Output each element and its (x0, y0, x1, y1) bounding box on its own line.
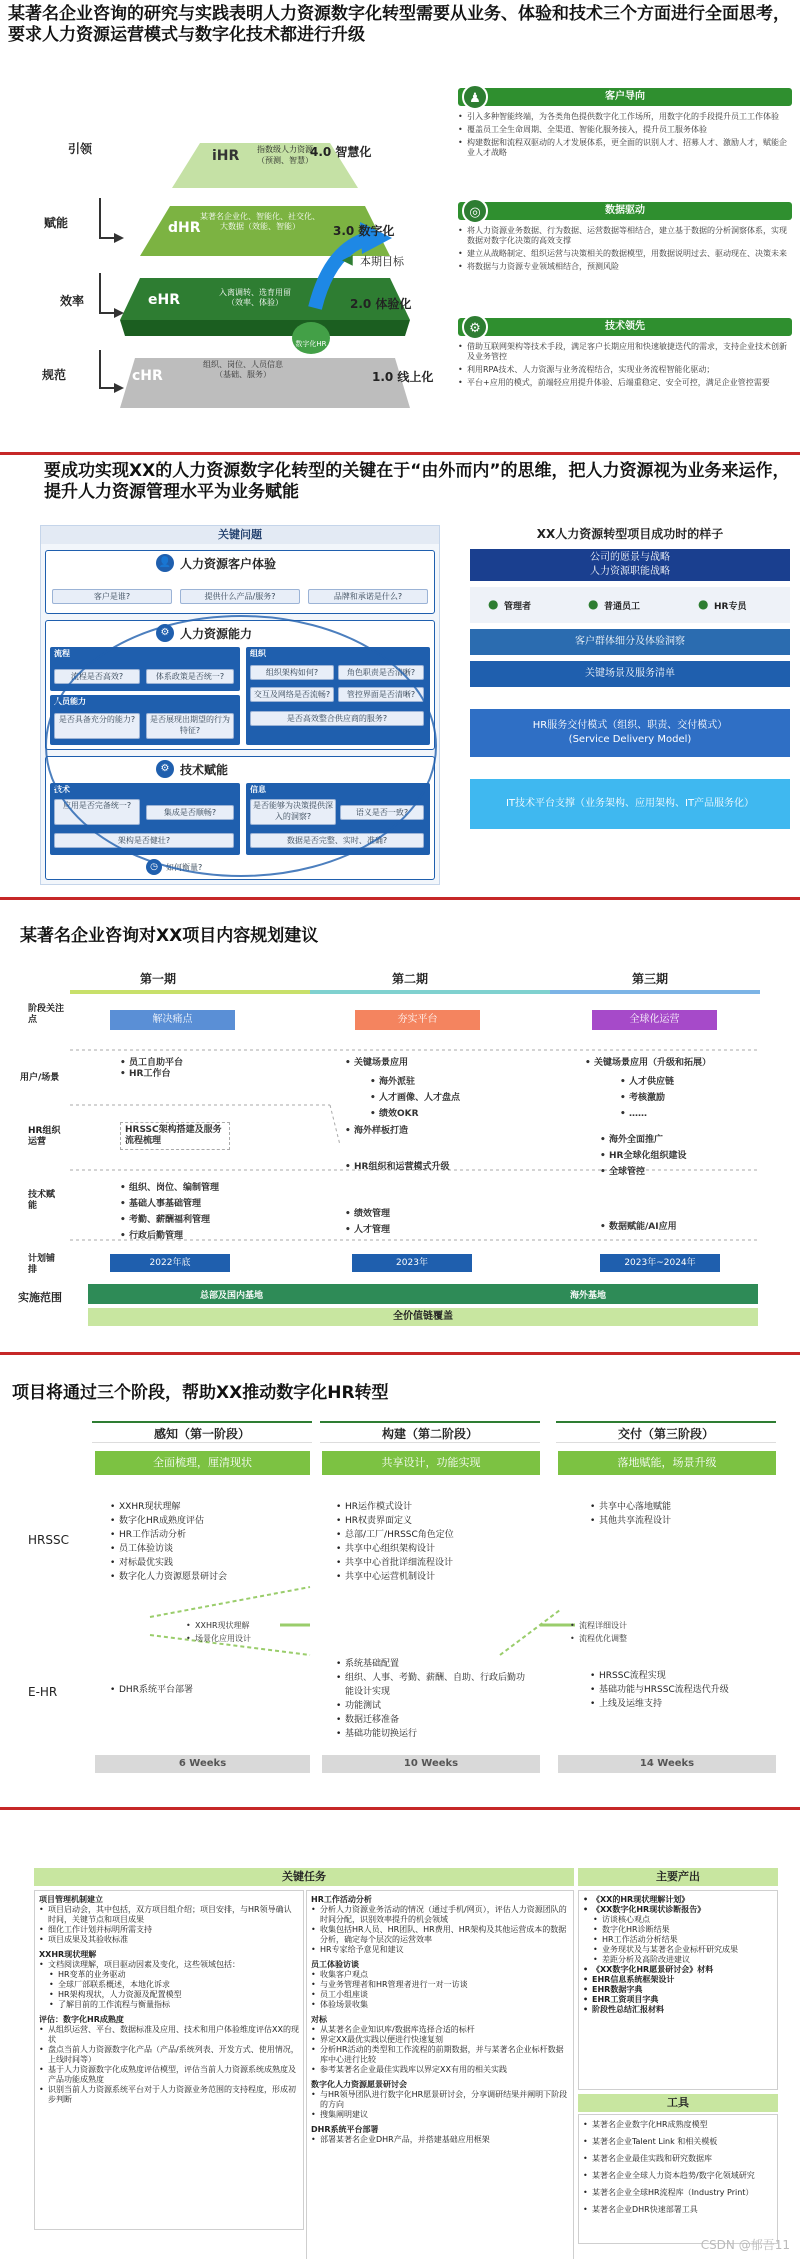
tools-header: 工具 (578, 2094, 778, 2112)
output-item: • 《XX数字化HR愿景研讨会》材料 (583, 1965, 773, 1975)
task-item: • 参考某著名企业最佳实践库以界定XX有用的相关实践 (311, 2065, 569, 2075)
ehr-s1-item: • DHR系统平台部署 (110, 1685, 193, 1696)
slide-2-title: 要成功实现XX的人力资源数字化转型的关键在于“由外而内”的思维，把人力资源视为业务来运作，提升人力资源管理水平为业务赋能 (44, 461, 790, 502)
task-item: • 与业务管理者和HR管理者进行一对一访谈 (311, 1980, 569, 1990)
panel-data-item: • 将数据与力资源专业领域相结合，预测风险 (458, 262, 792, 272)
layer-ehr-code: eHR (148, 292, 180, 308)
roles-row (470, 587, 790, 623)
phase-3-label: 第三期 (632, 972, 669, 986)
slide-digital-hr-dimensions (0, 0, 800, 452)
success-panel (470, 525, 790, 885)
p1-org-text: HRSSC架构搭建及服务流程梳理 (125, 1125, 222, 1146)
task-item: • 收集包括HR人员、HR团队、HR费用、HR架构及其他运营成本的数据分析，确定每个层次的运营效率 (311, 1925, 569, 1945)
q-policy-unified: 体系政策是否统一? (146, 669, 234, 684)
p1-user-item: • HR工作台 (120, 1069, 183, 1080)
hr-specialist-icon: ● (698, 597, 709, 611)
task-item: • 分析人力资源业务活动的情况（通过手机/网页），评估人力资源团队的时间分配，识别效率提升的机会领域 (311, 1905, 569, 1925)
side-label-enable: 赋能 (44, 216, 69, 230)
output-item: • EHR信息系统框架设计 (583, 1975, 773, 1985)
output-item: • 访谈核心观点 (593, 1915, 773, 1925)
p3-org-item: • 海外全面推广 (600, 1132, 686, 1148)
group-2-title: 人力资源能力 (180, 627, 253, 641)
p2-user-item: • 关键场景应用 (345, 1058, 408, 1069)
q-brand: 品牌和承诺是什么? (308, 589, 428, 604)
p2-user2-item: • 海外样板打造 (345, 1126, 408, 1137)
panel-data-item: • 建立从战略制定、组织运营与决策相关的数据模型，用数据说明过去、驱动现在、决策未来 (458, 249, 792, 259)
ehr-s2-item: • 基础功能切换运行 (336, 1727, 526, 1741)
output-item: • EHR数据字典 (583, 1985, 773, 1995)
task-item: • 收集客户观点 (311, 1970, 569, 1980)
success-header: XX人力资源转型项目成功时的样子 (536, 527, 724, 541)
hrssc-s2-item: • 共享中心组织架构设计 (336, 1542, 536, 1556)
task-item: • 识别当前人力资源系统平台对于人力资源业务范围的支持程度，形成初步判断 (39, 2085, 299, 2105)
q-roles: 角色职责是否清晰? (338, 665, 424, 680)
hrssc-s3-item: • 共享中心落地赋能 (590, 1500, 671, 1514)
p3-tech-item: • 数据赋能/AI应用 (600, 1222, 677, 1233)
target-arrow-icon: ◀ (342, 252, 353, 268)
p1-org (120, 1122, 230, 1150)
manager-icon: ● (488, 597, 499, 611)
cycle-arrow-graphic (41, 606, 441, 896)
weeks-3: 14 Weeks (558, 1755, 776, 1773)
slide-outside-in (0, 452, 800, 897)
hrssc-s1-item: • 对标最优实践 (110, 1556, 227, 1570)
hrssc-s1-item: • HR工作活动分析 (110, 1528, 227, 1542)
layer-ihr-code: iHR (212, 148, 240, 164)
hr-capability-icon: ⚙ (156, 624, 174, 642)
target-label: 本期目标 (360, 255, 404, 268)
output-item: • HR工作活动分析结果 (593, 1935, 773, 1945)
scope-value-chain: 全价值链覆盖 (88, 1308, 758, 1326)
task-group-heading: 对标 (311, 2015, 327, 2024)
stage-1-header: 感知（第一阶段） (92, 1421, 312, 1443)
digital-hr-logo (292, 322, 330, 354)
q-org-structure: 组织架构如何? (250, 665, 334, 680)
hrssc-s2-item: • HR运作模式设计 (336, 1500, 536, 1514)
p2-tech-item: • 人才管理 (345, 1222, 390, 1238)
p3-org-item: • 全球管控 (600, 1164, 686, 1180)
plan-2: 2023年 (352, 1254, 472, 1272)
layer-dhr-code: dHR (168, 220, 201, 236)
vision-strategy: 公司的愿景与战略 (590, 552, 670, 563)
focus-3: 全球化运营 (592, 1010, 717, 1030)
task-item: • 搜集阐明建议 (311, 2110, 569, 2120)
measure-icon: ◷ (146, 859, 162, 875)
task-item: • 了解目前的工作流程与衡量指标 (49, 2000, 299, 2010)
hrssc-s2-item: • 共享中心运营机制设计 (336, 1570, 536, 1584)
layer-ehr-version: 2.0 体验化 (350, 297, 412, 311)
q-interaction: 交互及网络是否流畅? (250, 687, 334, 702)
group-customer-experience (45, 550, 435, 614)
stage-3-header: 交付（第三阶段） (556, 1421, 776, 1443)
output-item: • 《XX的HR现状理解计划》 (583, 1895, 773, 1905)
plan-3: 2023年~2024年 (600, 1254, 720, 1272)
layer-ihr-desc: 指数级人力资源 （预测、智慧） (257, 145, 313, 165)
group-1-title: 人力资源客户体验 (180, 557, 277, 571)
mid-right-item: • 流程详细设计 (570, 1619, 627, 1632)
tools-list (578, 2114, 778, 2244)
task-item: • 与HR领导团队进行数字化HR愿景研讨会，分享调研结果并阐明下阶段的方向 (311, 2090, 569, 2110)
task-item: • 从组织运营、平台、数据标准及应用、技术和用户体验维度评估XX的现状 (39, 2025, 299, 2045)
panel-tech-lead (458, 318, 792, 428)
row-org-label: HR组织运营 (28, 1126, 61, 1147)
p1-tech-item: • 行政后勤管理 (120, 1228, 219, 1244)
panel-tech-item: • 平台+应用的模式，前端轻应用提升体验、后端重稳定、安全可控，满足企业管控需要 (458, 378, 792, 388)
task-group-heading: 数字化人力资源愿景研讨会 (311, 2080, 407, 2089)
segment-insight-box: 客户群体细分及体验洞察 (470, 629, 790, 655)
tool-item: • 某著名企业DHR快速部署工具 (583, 2204, 773, 2216)
row-tech-label: 技术赋能 (28, 1190, 56, 1211)
p3-user-sub: • 考核激励 (620, 1090, 674, 1106)
org-label: 组织 (250, 649, 266, 658)
slide-roadmap (0, 897, 800, 1352)
mid-left-item: • 场景化应用设计 (186, 1632, 251, 1645)
p3-org-item: • HR全球化组织建设 (600, 1148, 686, 1164)
scope-domestic: 总部及国内基地 (200, 1291, 264, 1301)
layer-dhr-version: 3.0 数字化 (333, 224, 395, 238)
output-item: • 数字化HR诊断结果 (593, 1925, 773, 1935)
phase-1-label: 第一期 (140, 972, 177, 986)
panel-data-icon: ◎ (462, 198, 488, 224)
q-integration: 集成是否顺畅? (146, 805, 234, 820)
delivery-model-en: (Service Delivery Model) (568, 734, 692, 745)
layer-chr-desc: 组织、岗位、人员信息 （基础、服务） (203, 360, 283, 379)
measure-label: 如何衡量? (166, 863, 203, 872)
stage-2-header: 构建（第二阶段） (320, 1421, 540, 1443)
tech-enable-icon: ⚙ (156, 760, 174, 778)
p1-tech-item: • 组织、岗位、编制管理 (120, 1180, 219, 1196)
hrssc-s1-item: • XXHR现状理解 (110, 1500, 227, 1514)
p2-org-item: • HR组织和运营模式升级 (345, 1162, 449, 1173)
watermark: CSDN @郁吾11 (700, 2238, 790, 2252)
row-hrssc-label: HRSSC (28, 1533, 69, 1547)
hrssc-s2-item: • HR权责界面定义 (336, 1514, 536, 1528)
side-label-lead: 引领 (68, 142, 93, 156)
p2-user-sub: • 海外派驻 (370, 1074, 460, 1090)
delivery-model: HR服务交付模式（组织、职责、交付模式） (532, 720, 728, 731)
layer-ihr-version: 4.0 智慧化 (310, 145, 372, 159)
task-item: • HR架构现状，人力资源及配置模型 (49, 1990, 299, 2000)
role-hr: HR专员 (714, 602, 747, 612)
scope-row-1 (88, 1284, 758, 1304)
hr-function-strategy: 人力资源职能战略 (590, 566, 670, 577)
employee-icon: ● (588, 597, 599, 611)
ehr-s3-item: • 基础功能与HRSSC流程迭代升级 (590, 1683, 770, 1697)
p2-user-sub: • 绩效OKR (370, 1106, 460, 1122)
plan-1: 2022年底 (110, 1254, 230, 1272)
q-who-customer: 客户是谁? (52, 589, 172, 604)
role-manager: 管理者 (504, 602, 532, 612)
ehr-s2-item: • 系统基础配置 (336, 1657, 526, 1671)
panel-tech-item: • 利用RPA技术、人力资源与业务流程结合，实现业务流程智能化驱动； (458, 365, 792, 375)
tool-item: • 某著名企业全球人力资本趋势/数字化领域研究 (583, 2170, 773, 2182)
layer-dhr-desc: 某著名企业化、智能化、社交化、大数据（效能、智能） (200, 212, 320, 231)
task-item: • 项目启动会，其中包括，双方项目组介绍；项目安排，与HR领导确认时间，关键节点和项目成果 (39, 1905, 299, 1925)
p1-tech-item: • 基础人事基础管理 (120, 1196, 219, 1212)
panel-data-driven (458, 202, 792, 314)
panel-tech-icon: ⚙ (462, 314, 488, 340)
weeks-1: 6 Weeks (95, 1755, 310, 1773)
panel-data-title: 数据驱动 (605, 205, 645, 216)
task-item: • 文档阅读理解，项目驱动因素及变化，这些领域包括： (39, 1960, 299, 1970)
p3-user-sub: • …… (620, 1106, 674, 1122)
q-apps: 应用是否完备统一? (54, 799, 140, 825)
ehr-s3-item: • HRSSC流程实现 (590, 1669, 770, 1683)
tasks-col-2 (306, 1890, 574, 2259)
output-item: • 《XX数字化HR现状诊断报告》 (583, 1905, 773, 1915)
slide-1-title: 某著名企业咨询的研究与实践表明人力资源数字化转型需要从业务、体验和技术三个方面进行全面思考，要求人力资源运营模式与数字化技术都进行升级 (8, 4, 790, 45)
process-label: 流程 (54, 649, 70, 658)
people-label: 人员能力 (54, 697, 86, 706)
stage-2-subhead: 共享设计，功能实现 (322, 1451, 540, 1475)
tech-label: 技术 (54, 785, 70, 794)
side-label-efficiency: 效率 (60, 294, 85, 308)
task-item: • 盘点当前人力资源数字化产品（产品/系统列表、开发方式、使用情况，上线时间等） (39, 2045, 299, 2065)
hrssc-s2-item: • 共享中心首批详细流程设计 (336, 1556, 536, 1570)
panel-customer-item: • 覆盖员工全生命周期、全渠道、智能化服务接入，提升员工服务体验 (458, 125, 792, 135)
customer-exp-icon: 👤 (156, 554, 174, 572)
mid-left-item: • XXHR现状理解 (186, 1619, 251, 1632)
q-products: 提供什么产品/服务? (180, 589, 300, 604)
key-questions-panel (40, 525, 440, 885)
output-item: • 差距分析及高阶改进建议 (593, 1955, 773, 1965)
q-insight: 是否能够为决策提供深入的洞察? (250, 799, 336, 825)
hrssc-s2-item: • 总部/工厂/HRSSC角色定位 (336, 1528, 536, 1542)
panel-tech-title: 技术领先 (605, 321, 645, 332)
task-item: • 项目成果及其验收标准 (39, 1935, 299, 1945)
q-data-quality: 数据是否完整、实时、准确? (250, 833, 424, 848)
hrssc-s1-item: • 数字化人力资源愿景研讨会 (110, 1570, 227, 1584)
task-group-heading: HR工作活动分析 (311, 1895, 372, 1904)
task-group-heading: 员工体验访谈 (311, 1960, 359, 1969)
phase-2-label: 第二期 (392, 972, 429, 986)
key-questions-header: 关键问题 (41, 526, 439, 544)
task-item: • 部署某著名企业DHR产品，并搭建基础应用框架 (311, 2135, 569, 2145)
task-item: • 界定XX最优实践以便进行快速复刻 (311, 2035, 569, 2045)
hrssc-s3-item: • 其他共享流程设计 (590, 1514, 671, 1528)
panel-data-item: • 将人力资源业务数据、行为数据、运营数据等相结合，建立基于数据的分析洞察体系，实现数据对数字化决策的高效支撑 (458, 226, 792, 246)
tool-item: • 某著名企业Talent Link 和相关模板 (583, 2136, 773, 2148)
scenario-list-box: 关键场景及服务清单 (470, 661, 790, 687)
task-item: • 分析HR活动的类型和工作流程的前期数据，并与某著名企业标杆数据库中心进行比较 (311, 2045, 569, 2065)
q-architecture: 架构是否健壮? (54, 833, 234, 848)
scope-overseas: 海外基地 (570, 1291, 607, 1301)
q-control: 管控界面是否清晰? (338, 687, 424, 702)
output-item: • EHR工资项目字典 (583, 1995, 773, 2005)
layer-ehr-desc: 入离调转、选育用留 （效率、体验） (219, 288, 291, 307)
outputs-list (578, 1890, 778, 2090)
tool-item: • 某著名企业最佳实践和研究数据库 (583, 2153, 773, 2165)
task-group-heading: 项目管理机制建立 (39, 1895, 103, 1904)
panel-customer-item: • 构建数据和流程双驱动的人才发展体系，更全面的识别人才、招募人才、激励人才，赋能企业人才战略 (458, 138, 792, 158)
slide-three-stages (0, 1352, 800, 1807)
row-focus-label: 阶段关注点 (28, 1004, 65, 1025)
task-item: • 基于人力资源数字化成熟度评估模型，评估当前人力资源系统成熟度及产品功能成熟度 (39, 2065, 299, 2085)
ehr-s2-item: • 功能测试 (336, 1699, 526, 1713)
group-3-title: 技术赋能 (180, 763, 229, 777)
task-item: • 体验场景收集 (311, 2000, 569, 2010)
hrssc-s1-item: • 员工体验访谈 (110, 1542, 227, 1556)
stage-3-subhead: 落地赋能，场景升级 (558, 1451, 776, 1475)
info-label: 信息 (250, 785, 266, 794)
output-item: • 阶段性总结汇报材料 (583, 2005, 773, 2015)
panel-customer-icon: ♟ (462, 84, 488, 110)
it-platform-box: IT技术平台支撑（业务架构、应用架构、IT产品服务化） (470, 779, 790, 829)
p2-tech-item: • 绩效管理 (345, 1206, 390, 1222)
hrssc-s1-item: • 数字化HR成熟度评估 (110, 1514, 227, 1528)
ehr-s3-item: • 上线及运维支持 (590, 1697, 770, 1711)
q-semantics: 语义是否一致? (340, 805, 424, 820)
tasks-col-1 (34, 1890, 304, 2230)
mid-right-item: • 流程优化调整 (570, 1632, 627, 1645)
ehr-s2-item: • 组织、人事、考勤、薪酬、自助、行政后勤功能设计实现 (336, 1671, 526, 1699)
row-ehr-label: E-HR (28, 1685, 58, 1699)
q-capability: 是否具备充分的能力? (54, 713, 140, 739)
output-item: • 业务现状及与某著名企业标杆研究成果 (593, 1945, 773, 1955)
task-item: • 员工小组座谈 (311, 1990, 569, 2000)
digital-hr-logo-text: 数字化HR (295, 340, 327, 348)
key-tasks-header: 关键任务 (34, 1868, 574, 1886)
task-item: • HR变革的业务驱动 (49, 1970, 299, 1980)
vision-strategy-box (470, 549, 790, 581)
layer-chr-code: cHR (132, 368, 163, 384)
panel-customer-title: 客户导向 (605, 91, 645, 102)
focus-2: 夯实平台 (355, 1010, 480, 1030)
task-group-heading: 评估：数字化HR成熟度 (39, 2015, 124, 2024)
task-group-heading: XXHR现状理解 (39, 1950, 97, 1959)
tool-item: • 某著名企业全球HR流程库（Industry Print） (583, 2187, 773, 2199)
row-scope-label: 实施范围 (18, 1291, 62, 1304)
ehr-s2-item: • 数据迁移准备 (336, 1713, 526, 1727)
task-item: • 全球厂部联系概述，本地化诉求 (49, 1980, 299, 1990)
row-user-label: 用户/场景 (20, 1073, 60, 1083)
focus-1: 解决痛点 (110, 1010, 235, 1030)
slide-tasks-outputs (0, 1807, 800, 2259)
outputs-header: 主要产出 (578, 1868, 778, 1886)
task-item: • 细化工作计划并标明所需支持 (39, 1925, 299, 1935)
panel-customer-item: • 引入多种智能终端，为各类角色提供数字化工作场所，用数字化的手段提升员工工作体验 (458, 112, 792, 122)
layer-chr-version: 1.0 线上化 (372, 370, 434, 384)
p1-tech-item: • 考勤、薪酬福利管理 (120, 1212, 219, 1228)
side-label-standard: 规范 (42, 368, 67, 382)
q-vendors: 是否高效整合供应商的服务? (250, 711, 424, 726)
p1-user-item: • 员工自助平台 (120, 1058, 183, 1069)
slide-3-title: 某著名企业咨询对XX项目内容规划建议 (20, 926, 319, 946)
panel-tech-item: • 借助互联网架构等技术手段，满足客户长期应用和快速敏捷迭代的需求，支持企业技术创新及业务管控 (458, 342, 792, 362)
panel-customer (458, 88, 792, 198)
tool-item: • 某著名企业数字化HR成熟度模型 (583, 2119, 773, 2131)
q-process-efficient: 流程是否高效? (54, 669, 140, 684)
q-behavior: 是否展现出期望的行为特征? (146, 713, 234, 739)
task-item: • HR专家给予意见和建议 (311, 1945, 569, 1955)
p3-user-item: • 关键场景应用（升级和拓展） (585, 1058, 711, 1069)
slide-4-title: 项目将通过三个阶段，帮助XX推动数字化HR转型 (12, 1383, 389, 1403)
p3-user-sub: • 人才供应链 (620, 1074, 674, 1090)
role-employee: 普通员工 (604, 602, 641, 612)
stage-1-subhead: 全面梳理，厘清现状 (95, 1451, 310, 1475)
task-item: • 从某著名企业知识库/数据库选择合适的标杆 (311, 2025, 569, 2035)
task-group-heading: DHR系统平台部署 (311, 2125, 379, 2134)
weeks-2: 10 Weeks (322, 1755, 540, 1773)
p2-user-sub: • 人才画像、人才盘点 (370, 1090, 460, 1106)
row-plan-label: 计划铺排 (28, 1254, 56, 1275)
delivery-model-box (470, 709, 790, 757)
